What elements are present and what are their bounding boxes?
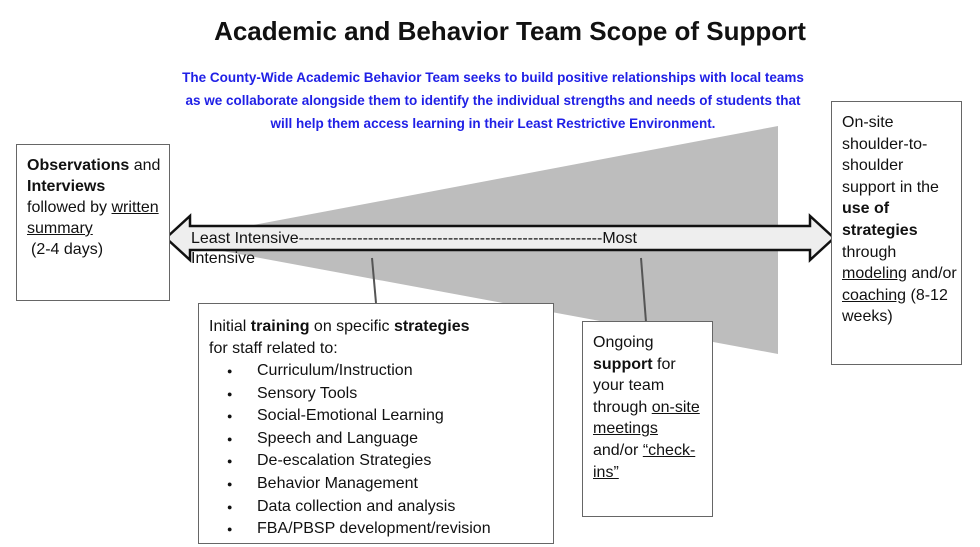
support-label: support (593, 355, 653, 373)
onsite-meetings-label: on-site meetings (593, 398, 700, 438)
strategy-item: ● Social-Emotional Learning (237, 405, 545, 428)
coaching-label: coaching (842, 286, 907, 304)
strategy-item: ● FBA/PBSP development/revision (237, 518, 545, 541)
coaching-duration: (8-12 weeks) (842, 286, 948, 326)
arrow-label-least-to-most: Least Intensive---------------------------------------------------------Most (191, 230, 637, 247)
strategy-item: ● Behavior Management (237, 473, 545, 496)
check-ins-label: “check-ins” (593, 441, 696, 481)
followed-text: followed by (27, 199, 112, 216)
strategy-item: ● De-escalation Strategies (237, 450, 545, 473)
andor-text: and/or (906, 265, 957, 283)
training-intro-text-2: on specific (309, 318, 394, 335)
strategy-list (209, 360, 545, 541)
through-text: through (842, 243, 897, 261)
observations-box (16, 144, 170, 301)
mission-statement: The County-Wide Academic Behavior Team seeks to build positive relationships with local teams as we collaborate alongside them to identify the individual strengths and needs of students that will help them access learning in their Least Restrictive Environment. (182, 70, 804, 131)
training-label: training (250, 318, 310, 335)
training-intro-text: Initial (209, 318, 251, 335)
observations-label: Observations (27, 157, 130, 174)
observation-duration: (2-4 days) (31, 241, 104, 258)
use-of-strategies-label: use of strategies (842, 200, 918, 239)
training-intro (209, 316, 545, 338)
strategy-item: ● Curriculum/Instruction (237, 360, 545, 383)
training-intro-line-2: for staff related to: (209, 340, 338, 357)
for-team-text: for your team through (593, 355, 676, 416)
ongoing-support-box (582, 321, 713, 517)
arrow-label-intensive: Intensive (191, 250, 256, 267)
strategy-item: ● Sensory Tools (237, 383, 545, 406)
page-title: Academic and Behavior Team Scope of Support (214, 16, 806, 46)
strategies-label: strategies (393, 318, 470, 335)
written-summary-label: written summary (27, 199, 159, 237)
and-text: and (129, 157, 161, 174)
onsite-support-text: On-site shoulder-to-shoulder support in the (842, 114, 939, 196)
strategy-item: ● Speech and Language (237, 428, 545, 451)
ongoing-label: Ongoing (593, 334, 654, 351)
interviews-label: Interviews (27, 178, 106, 195)
andor-text: and/or (593, 441, 643, 459)
coaching-box (831, 101, 962, 365)
strategy-item: ● Data collection and analysis (237, 496, 545, 519)
modeling-label: modeling (842, 265, 907, 283)
training-box (198, 303, 554, 544)
